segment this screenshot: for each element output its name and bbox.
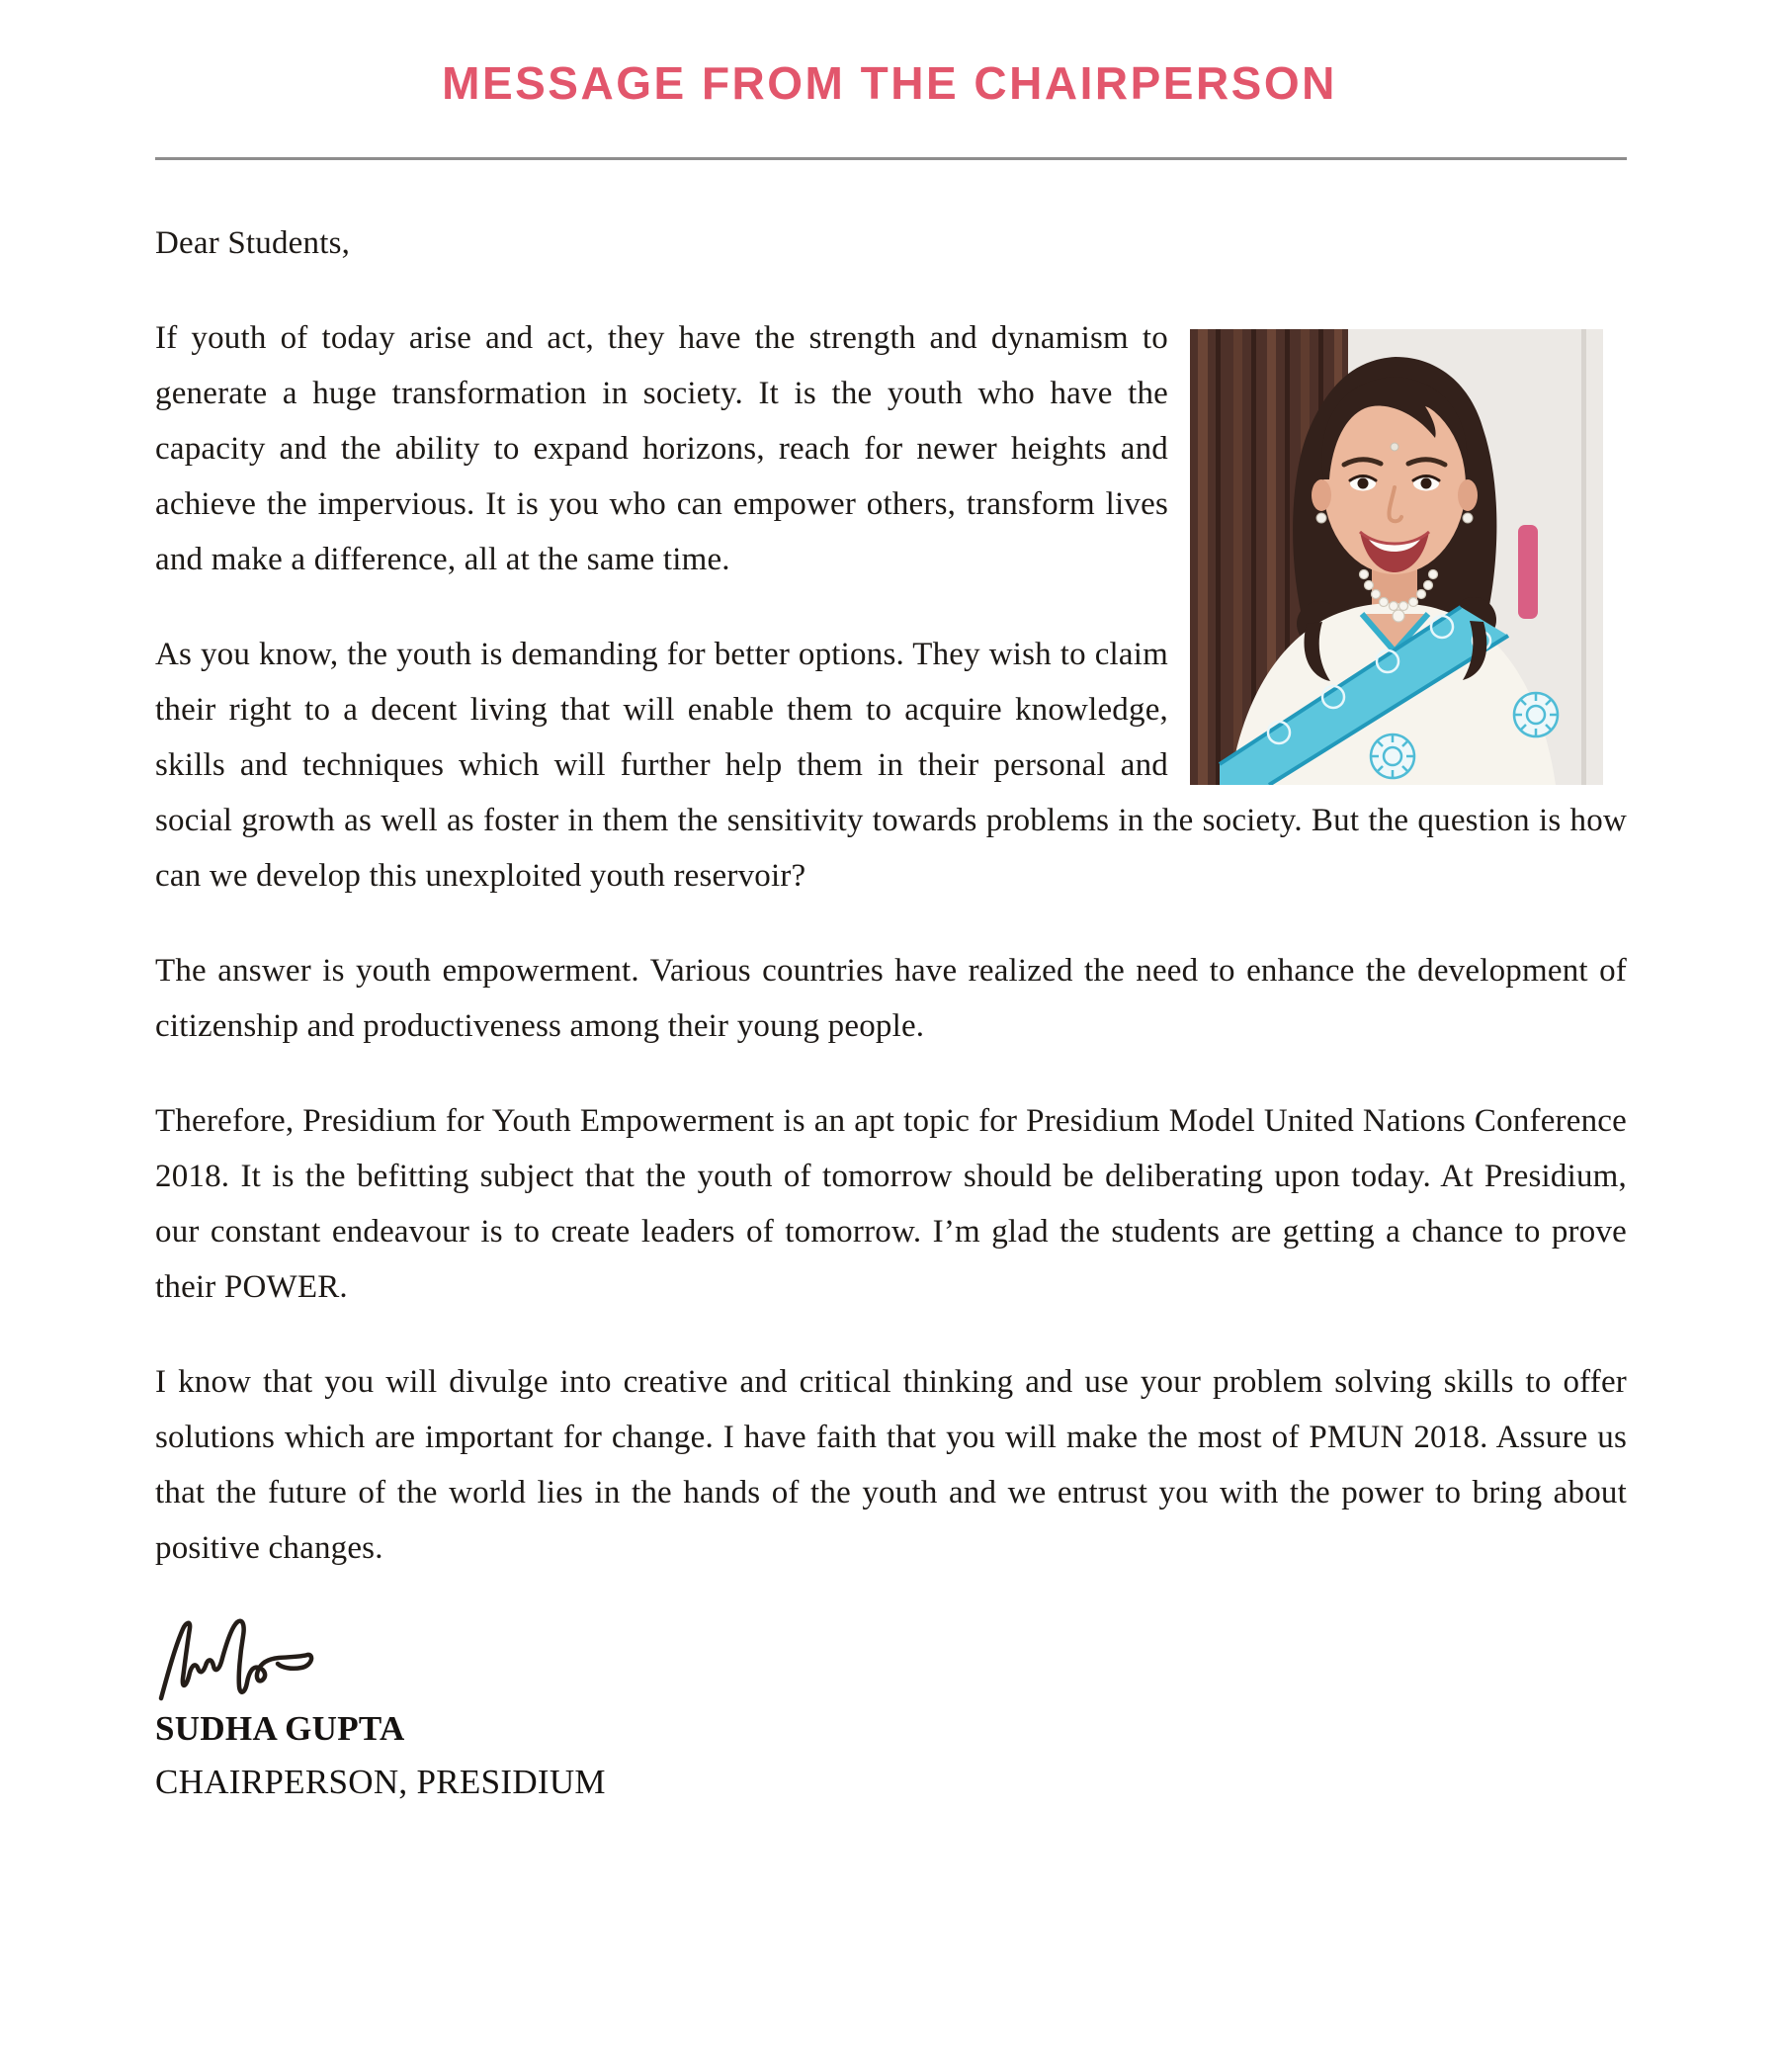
title-divider [155,157,1627,160]
wall-corner-line [1581,329,1586,785]
signatory [155,1702,1627,1809]
page-title: MESSAGE FROM THE CHAIRPERSON [442,57,1337,109]
letter-paragraph: Therefore, Presidium for Youth Empowerment is an apt topic for Presidium Model United Nations Conference 2018. It is the befitting subject that the youth of tomorrow should be deliberating upon today. At Presidium, our constant endeavour is to create leaders of tomorrow. I’m glad the students are getting a chance to prove their POWER. [155,1103,1627,1305]
pink-curtain-accent [1518,525,1538,619]
letter-paragraph: If youth of today arise and act, they have the strength and dynamism to generate a huge transformation in society. It is the youth who have the capacity and the ability to expand horizons, reach for newer heights and achieve the impervious. It is you who can empower others, transform lives and make a difference, all at the same time. [155,320,1168,577]
signatory-name: SUDHA GUPTA [155,1709,405,1748]
letter-paragraph: The answer is youth empowerment. Various countries have realized the need to enhance the development of citizenship and productiveness among their young people. [155,953,1627,1044]
signatory-role: CHAIRPERSON, PRESIDIUM [155,1763,606,1801]
chairperson-portrait-illustration [1190,329,1603,785]
earring-left [1316,513,1326,523]
chairperson-photo [1190,329,1603,785]
letter-body [155,216,1627,1809]
earring-right [1463,513,1473,523]
bindi [1391,443,1398,451]
letter-paragraph: I know that you will divulge into creative and critical thinking and use your problem solving skills to offer solutions which are important for change. I have faith that you will make the most of PMUN 2018. Assure us that the future of the world lies in the hands of the youth and we entrust you with the power to bring about positive changes. [155,1364,1627,1566]
signature [155,1615,1627,1702]
salutation: Dear Students, [155,225,351,261]
letter-paragraph: As you know, the youth is demanding for better options. They wish to claim their right to a decent living that will enable them to acquire knowledge, skills and techniques which will further help them in their personal and social growth as well as foster in them the sensitivity towards problems in the society. But the question is how can we develop this unexploited youth reservoir? [155,637,1627,894]
handwritten-signature [155,1615,318,1702]
